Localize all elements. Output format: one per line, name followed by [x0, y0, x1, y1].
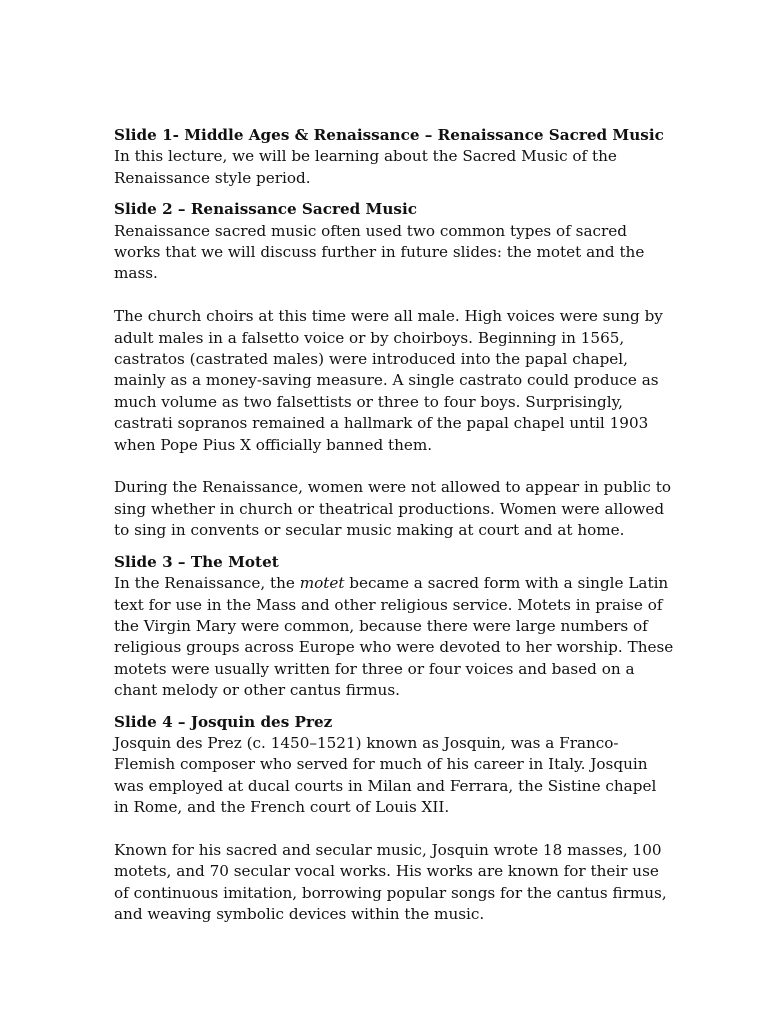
slide-2-paragraph-1: Renaissance sacred music often used two common types of sacred works that we will discuss further in future slides: the motet and the mass. — [114, 221, 645, 283]
slide-4-section — [114, 712, 674, 926]
slide-2-paragraph-3: During the Renaissance, women were not allowed to appear in public to sing whether in church or theatrical productions. Women were allowed to sing in convents or secular music making at court and at home. — [114, 478, 671, 540]
slide-3-paragraph — [114, 573, 674, 701]
slide-2-heading: Slide 2 – Renaissance Sacred Music — [114, 200, 417, 219]
slide-2-section — [114, 199, 674, 541]
motet-text-before: In the Renaissance, the — [114, 574, 300, 593]
slide-3-section — [114, 552, 674, 702]
motet-term: motet — [299, 574, 345, 593]
slide-3-heading: Slide 3 – The Motet — [114, 552, 279, 571]
slide-4-paragraph-2: Known for his sacred and secular music, Josquin wrote 18 masses, 100 motets, and 70 secular vocal works. His works are known for their use of continuous imitation, borrowing popular songs for the cantus firmus, and weaving symbolic devices within the music. — [114, 840, 667, 924]
document-body — [114, 125, 674, 926]
slide-1-paragraph: In this lecture, we will be learning about the Sacred Music of the Renaissance style period. — [114, 147, 617, 187]
motet-text-after: became a sacred form with a single Latin text for use in the Mass and other religious service. Motets in praise of the Virgin Mary were common, because there were large numbers of religious groups across Europe who were devoted to her worship. These motets were usually written for three or four voices and based on a chant melody or other cantus firmus. — [114, 574, 674, 700]
slide-4-paragraph-1: Josquin des Prez (c. 1450–1521) known as Josquin, was a Franco-Flemish composer who served for much of his career in Italy. Josquin was employed at ducal courts in Milan and Ferrara, the Sistine chapel in Rome, and the French court of Louis XII. — [114, 733, 657, 817]
slide-1-section — [114, 125, 674, 189]
slide-2-paragraph-2: The church choirs at this time were all male. High voices were sung by adult males in a falsetto voice or by choirboys. Beginning in 1565, castratos (castrated males) were introduced into the papal chapel, mainly as a money-saving measure. A single castrato could produce as much volume as two falsettists or three to four boys. Surprisingly, castrati sopranos remained a hallmark of the papal chapel until 1903 when Pope Pius X officially banned them. — [114, 307, 663, 454]
slide-4-heading: Slide 4 – Josquin des Prez — [114, 712, 333, 731]
slide-1-heading: Slide 1- Middle Ages & Renaissance – Renaissance Sacred Music — [114, 126, 664, 144]
